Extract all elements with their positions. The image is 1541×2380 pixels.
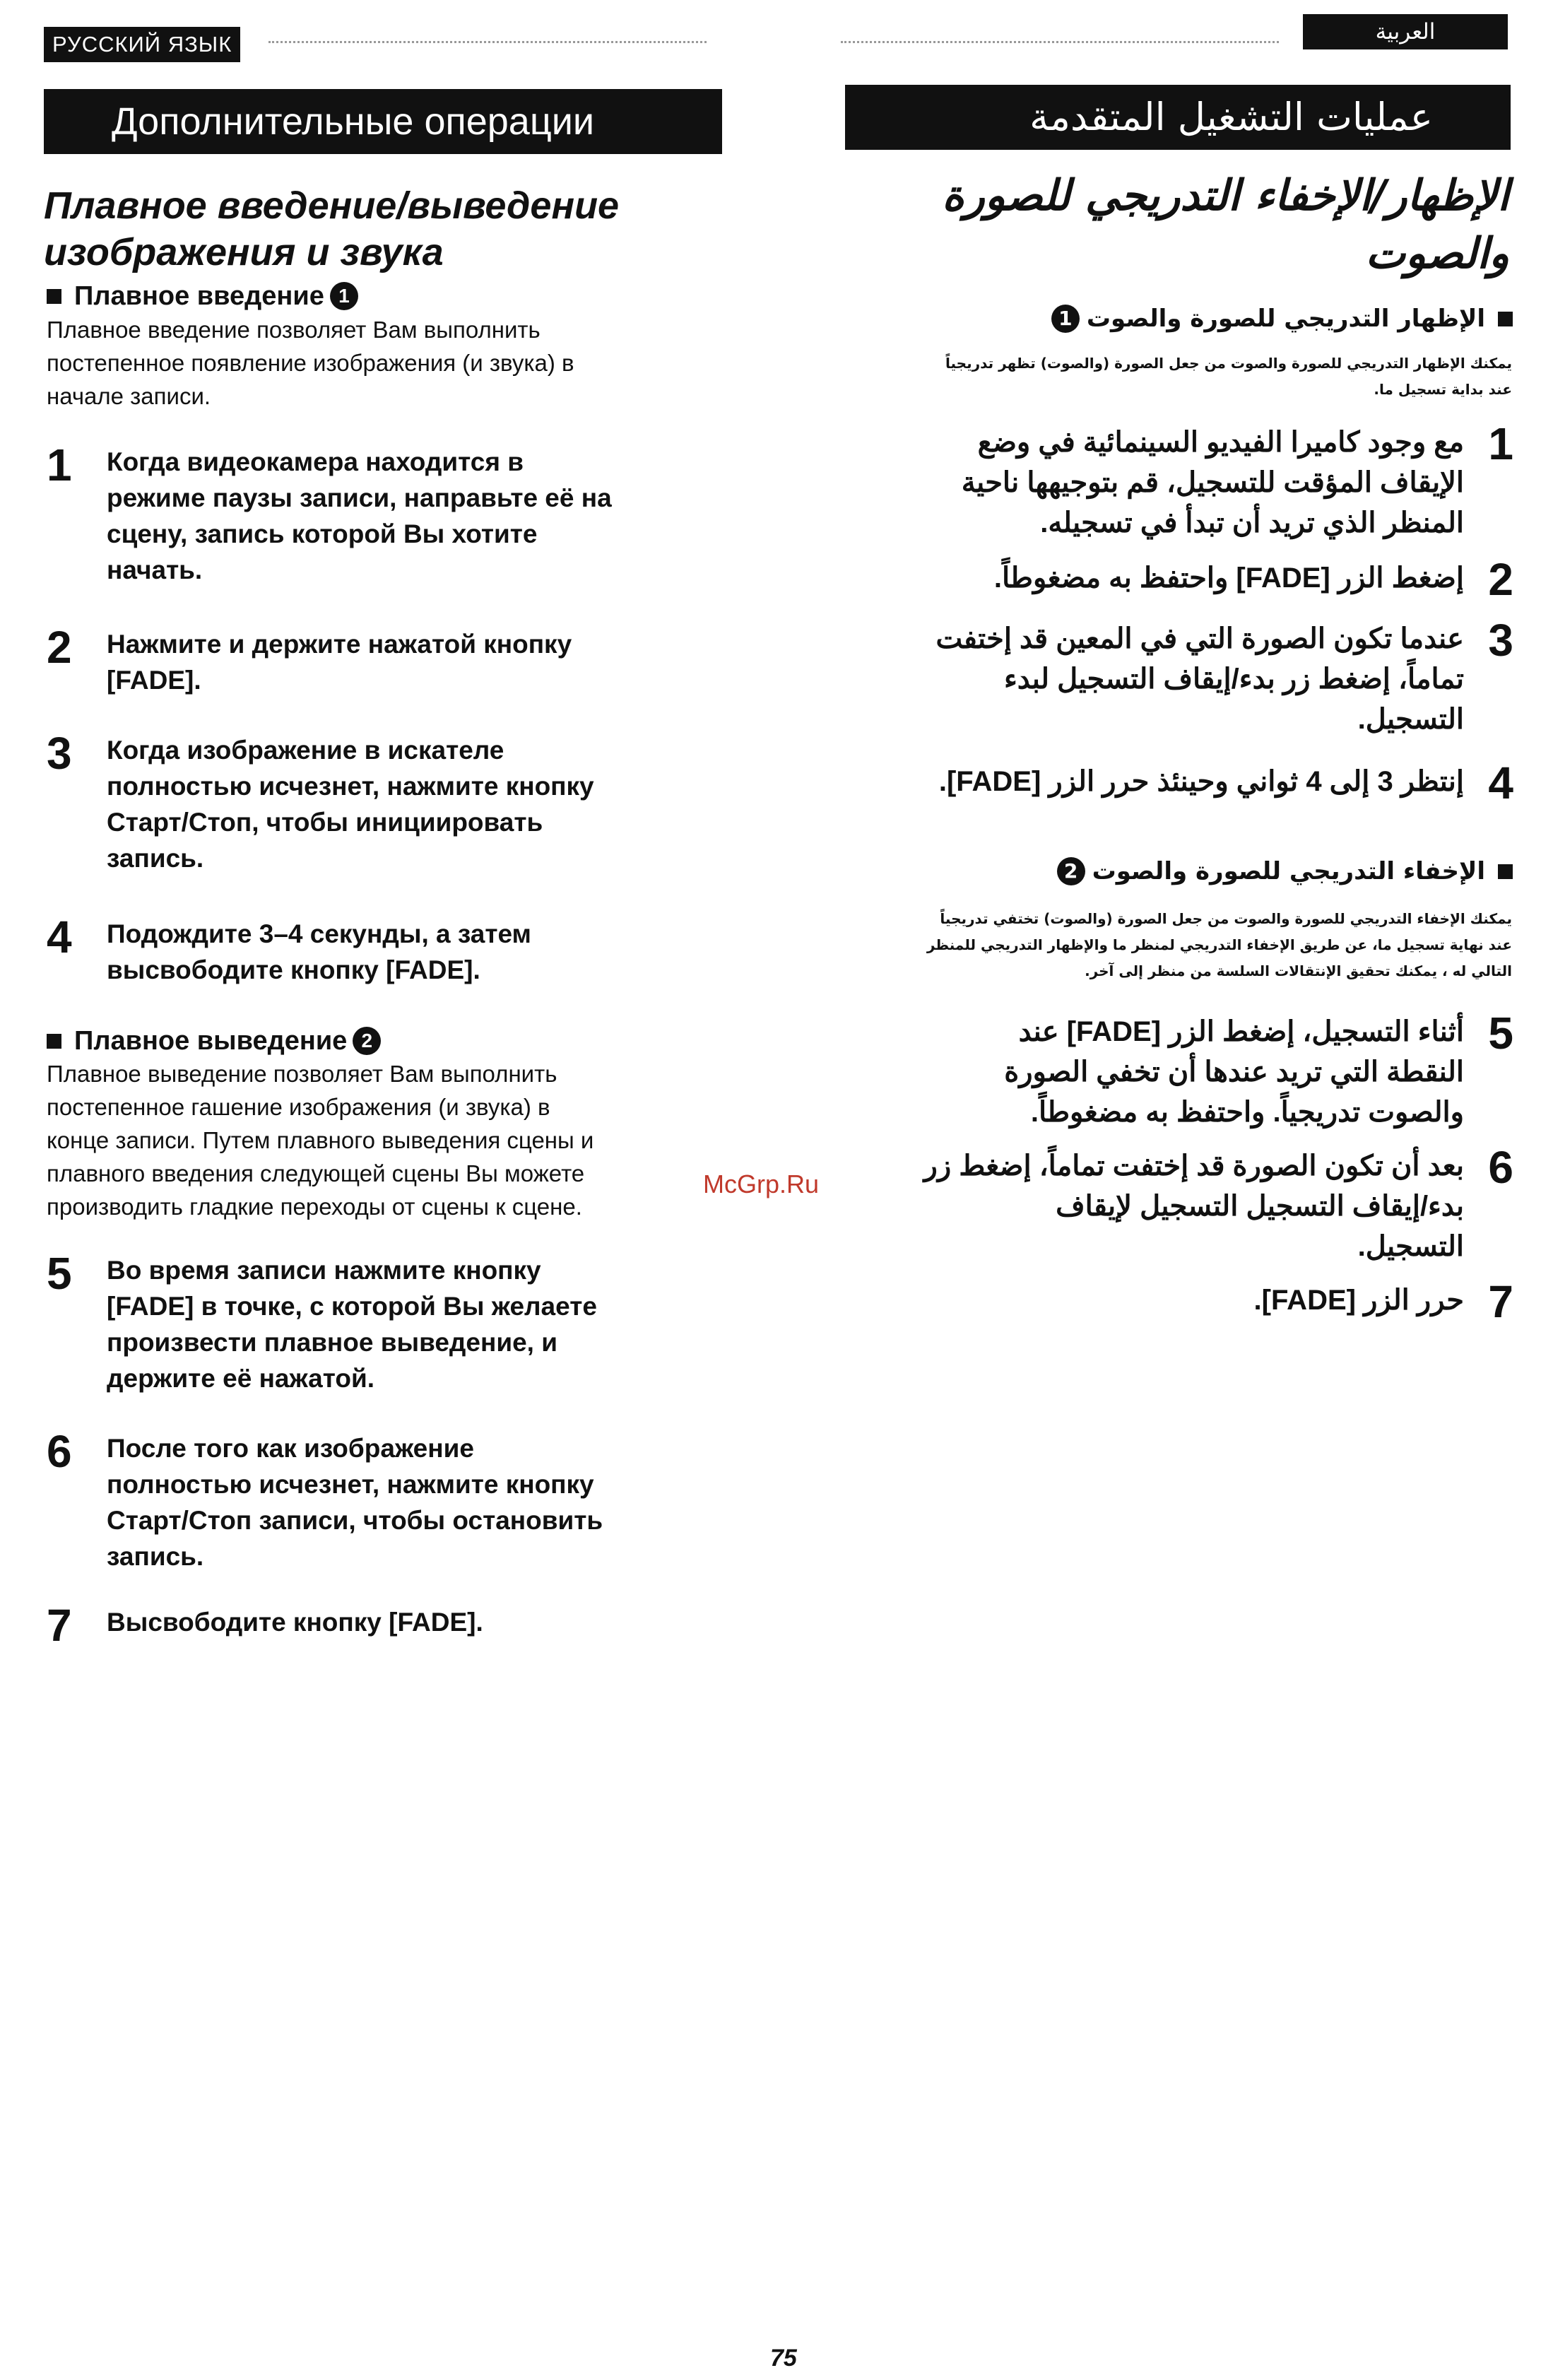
page-number: 75 — [770, 2345, 797, 2372]
fade-out-description-ar: يمكنك الإخفاء التدريجي للصورة والصوت من جعل الصورة (والصوت) تختفي تدريجياً عند نهاية تسجيل ما، عن طريق الإخفاء التدريجي لمنظر ما والإظهار التدريجي للمنظر التالي له ، يمكنك تحقيق الإنتقالات السلسة من منظر إلى آخر. — [926, 910, 1512, 979]
step-1-ru: 1 Когда видеокамера находится в режиме паузы записи, направьте её на сцену, запись которой Вы хотите начать. — [47, 440, 612, 584]
header-divider-right — [841, 41, 1279, 43]
step-4-ar: 4 إنتظر 3 إلى 4 ثواني وحينئذ حرر الزر [FADE]. — [938, 758, 1513, 808]
section-title-ar: عمليات التشغيل المتقدمة — [845, 85, 1511, 150]
fade-in-description-ar: يمكنك الإظهار التدريجي للصورة والصوت من جعل الصورة (والصوت) تظهر تدريجياً عند بداية تسجيل ما. — [945, 355, 1512, 398]
fade-out-heading-ru: Плавное выведение 2 — [47, 1025, 381, 1057]
square-bullet-icon — [47, 1034, 61, 1049]
step-7-ar: 7 حرر الزر [FADE]. — [1253, 1276, 1513, 1327]
badge-1-icon: 1 — [330, 282, 358, 310]
fade-in-description-ru: Плавное введение позволяет Вам выполнить постепенное появление изображения (и звука) в начале записи. — [47, 317, 574, 409]
step-3-ru: 3 Когда изображение в искателе полностью исчезнет, нажмите кнопку Старт/Стоп, чтобы инициировать запись. — [47, 728, 594, 873]
step-1-ar: 1 مع وجود كاميرا الفيديو السينمائية في وضع الإيقاف المؤقت للتسجيل، قم بتوجيهها ناحية المنظر الذي تريد أن تبدأ في تسجيله. — [961, 418, 1513, 538]
header-divider-left — [268, 41, 707, 43]
step-7-ru: 7 Высвободите кнопку [FADE]. — [47, 1600, 483, 1651]
watermark: McGrp.Ru — [703, 1170, 820, 1198]
language-tag-arabic: العربية — [1303, 14, 1508, 49]
badge-1-icon: 1 — [1051, 305, 1080, 333]
badge-2-icon: 2 — [1057, 857, 1085, 885]
page-title-ru: Плавное введение/выведение изображения и звука — [44, 184, 620, 273]
step-5-ru: 5 Во время записи нажмите кнопку [FADE] в точке, с которой Вы желаете произвести плавное выведение, и держите её нажатой. — [47, 1248, 597, 1393]
square-bullet-icon — [1498, 864, 1513, 879]
step-4-ru: 4 Подождите 3–4 секунды, а затем высвободите кнопку [FADE]. — [47, 912, 531, 984]
section-title-ru: Дополнительные операции — [44, 89, 722, 154]
step-3-ar: 3 عندما تكون الصورة التي في المعين قد إختفت تماماً، إضغط زر بدء/إيقاف التسجيل لبدء التسجيل. — [935, 615, 1513, 735]
step-6-ar: 6 بعد أن تكون الصورة قد إختفت تماماً، إضغط زر بدء/إيقاف التسجيل التسجيل لإيقاف التسجيل. — [923, 1142, 1513, 1262]
step-2-ru: 2 Нажмите и держите нажатой кнопку [FADE]. — [47, 622, 572, 695]
step-2-ar: 2 إضغط الزر [FADE] واحتفظ به مضغوطاً. — [993, 554, 1513, 605]
square-bullet-icon — [1498, 312, 1513, 326]
badge-2-icon: 2 — [353, 1027, 381, 1055]
fade-in-heading-ru: Плавное введение 1 — [47, 280, 358, 312]
step-5-ar: 5 أثناء التسجيل، إضغط الزر [FADE] عند النقطة التي تريد عندها أن تخفي الصورة والصوت تدريجياً. واحتفظ به مضغوطاً. — [1004, 1008, 1513, 1128]
page-title-ar: الإظهار/الإخفاء التدريجي للصورة والصوت — [942, 171, 1509, 278]
square-bullet-icon — [47, 289, 61, 304]
step-6-ru: 6 После того как изображение полностью исчезнет, нажмите кнопку Старт/Стоп записи, чтобы остановить запись. — [47, 1426, 603, 1571]
fade-out-description-ru: Плавное выведение позволяет Вам выполнить постепенное гашение изображения (и звука) в конце записи. Путем плавного выведения сцены и плавного введения следующей сцены Вы можете производить гладкие переходы от сцены к сцене. — [47, 1061, 594, 1220]
fade-in-heading-ar: الإظهار التدريجي للصورة والصوت 1 — [1051, 302, 1513, 335]
fade-out-heading-ar: الإخفاء التدريجي للصورة والصوت 2 — [1057, 855, 1513, 888]
language-tag-russian: РУССКИЙ ЯЗЫК — [44, 27, 240, 62]
